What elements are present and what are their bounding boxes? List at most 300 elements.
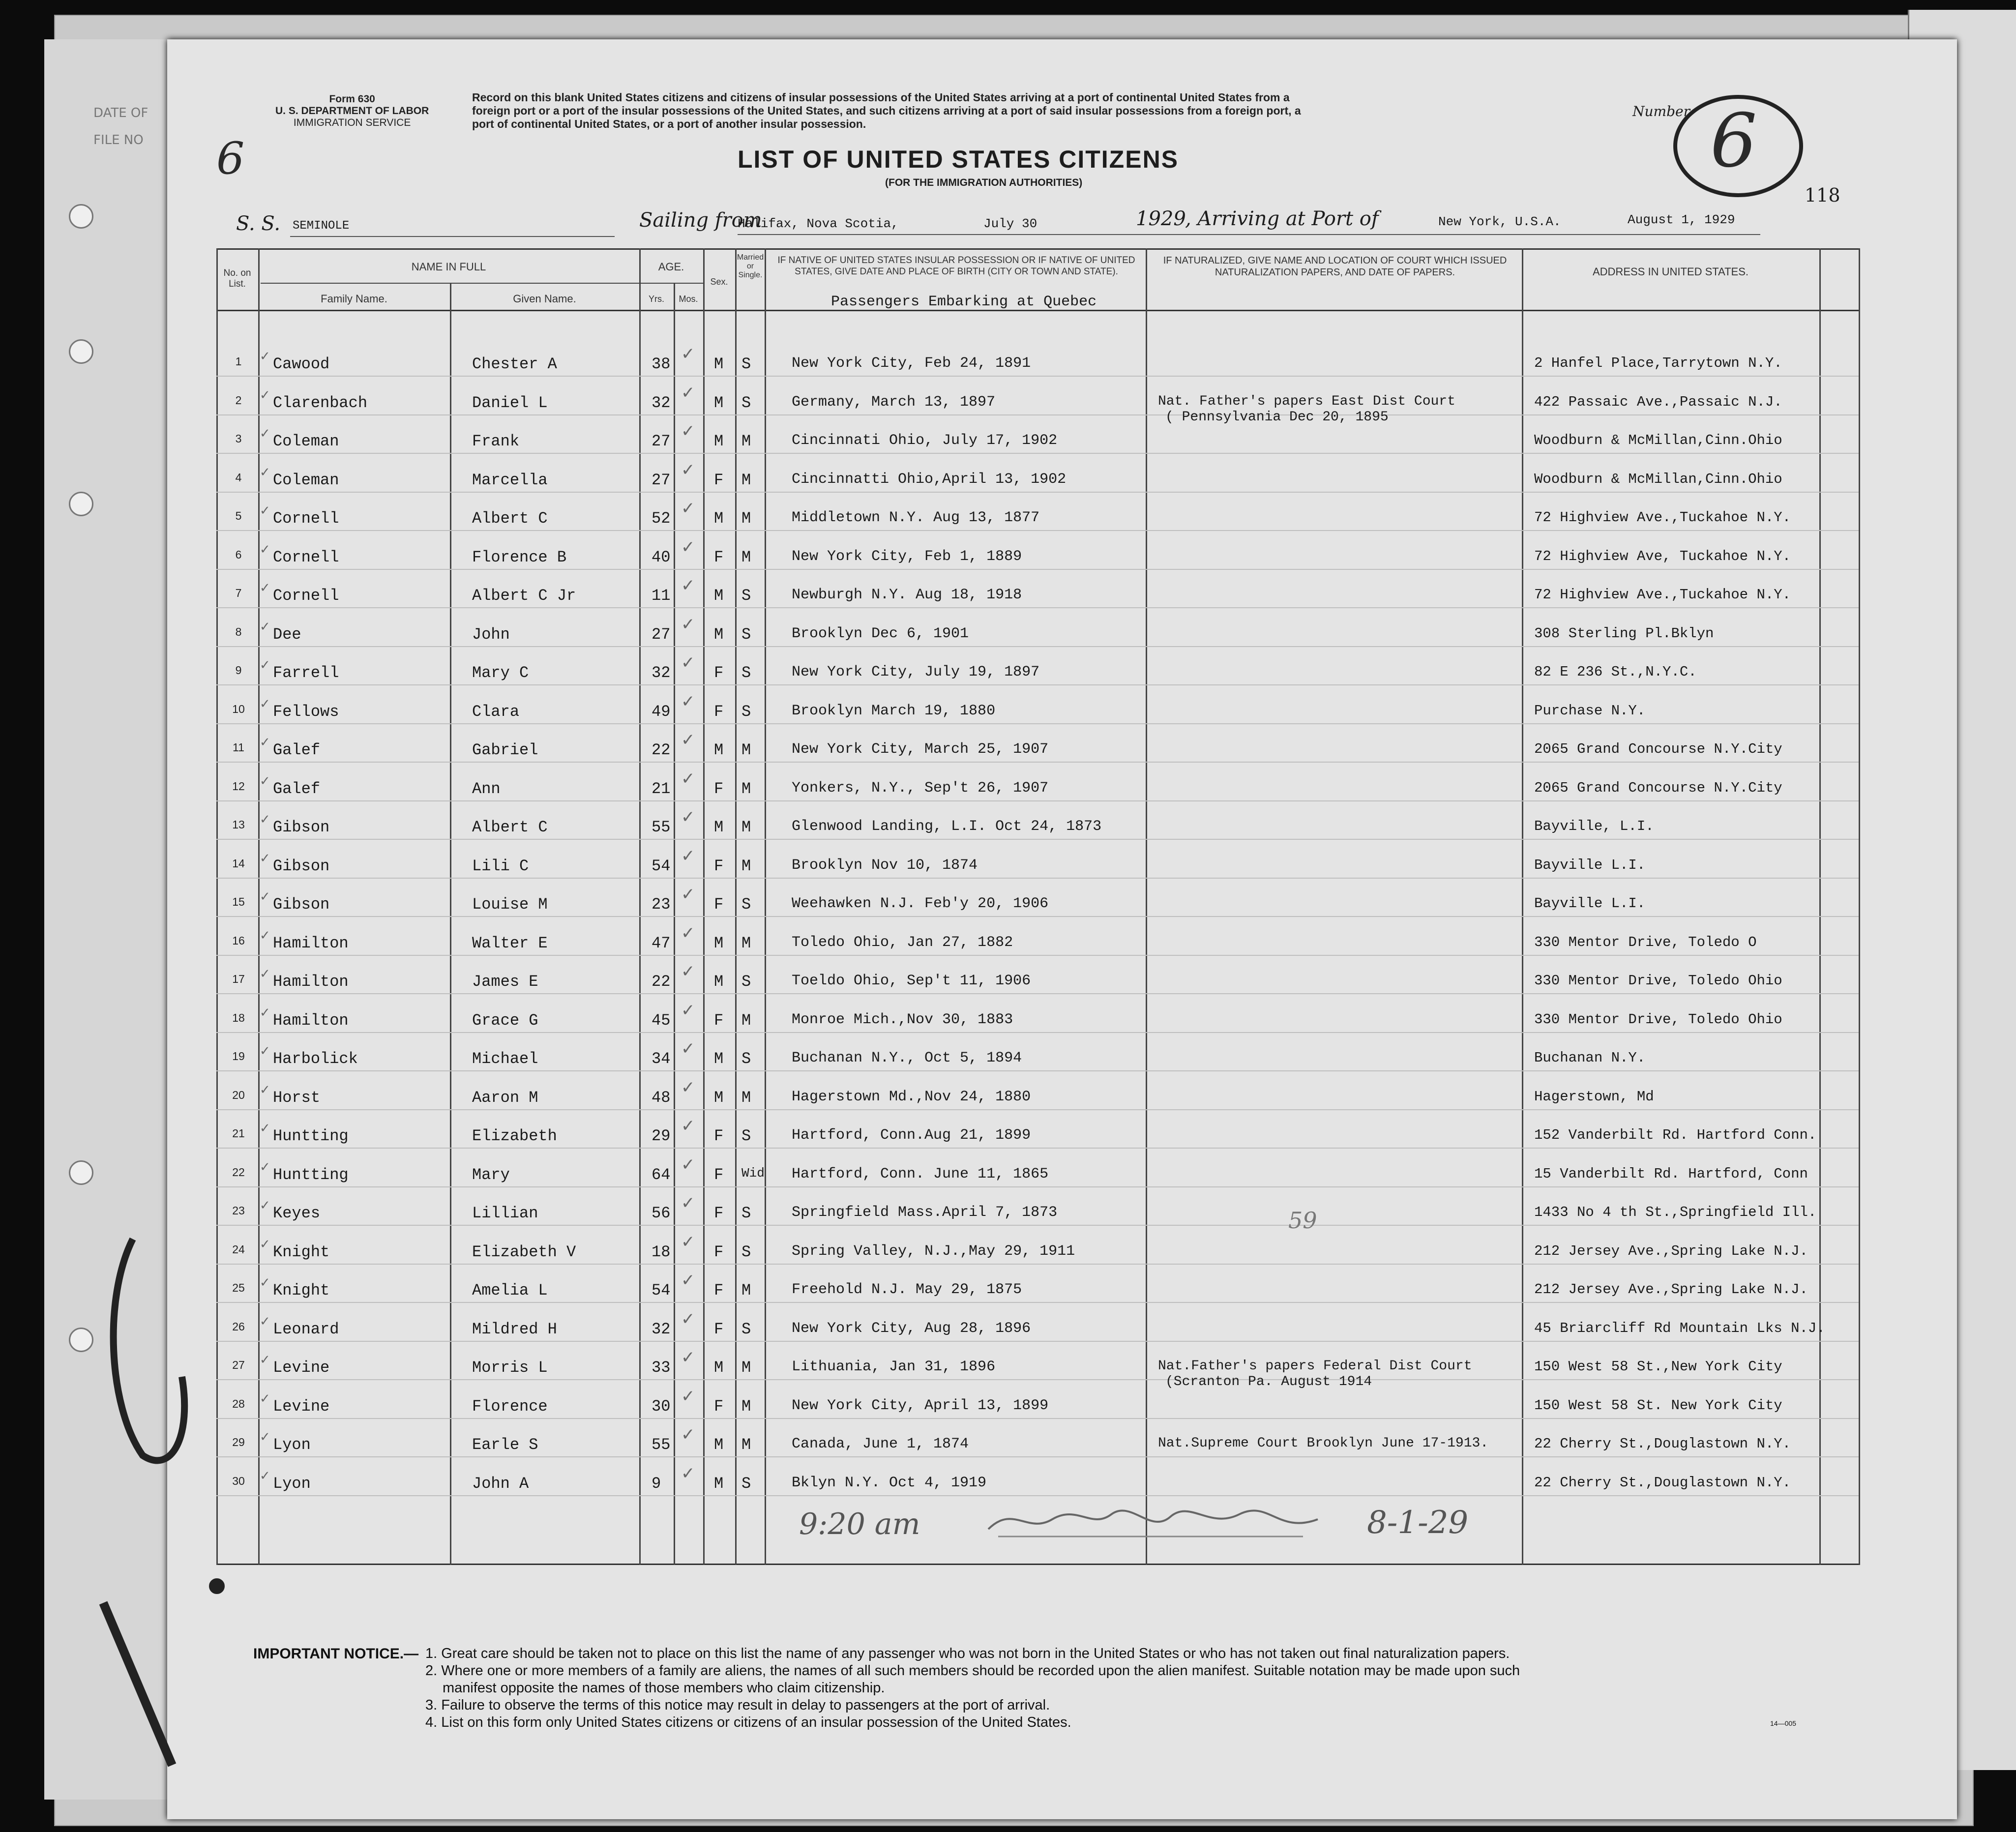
us-address: Bayville, L.I.	[1534, 818, 1654, 834]
age-years: 32	[652, 664, 671, 682]
row-rule	[216, 492, 1859, 493]
birth-place-date: Cincinnatti Ohio,April 13, 1902	[792, 471, 1067, 488]
birth-place-date: New York City, Feb 1, 1889	[792, 548, 1022, 565]
service-name: IMMIGRATION SERVICE	[293, 117, 411, 128]
us-address: 1433 No 4 th St.,Springfield Ill.	[1534, 1204, 1817, 1220]
given-name: Florence	[472, 1397, 548, 1416]
margin-handwriting: 6	[216, 133, 245, 184]
naturalization-info: Nat.Supreme Court Brooklyn June 17-1913.	[1158, 1436, 1489, 1451]
row-number: 28	[232, 1397, 245, 1410]
marital-status: M	[741, 1281, 751, 1300]
row-rule	[216, 453, 1859, 454]
check-mark: ✓	[260, 1430, 270, 1445]
row-number: 19	[232, 1050, 245, 1063]
sex: F	[714, 1011, 724, 1030]
form-number: Form 630	[329, 93, 375, 105]
sex: F	[714, 664, 724, 682]
us-address: 212 Jersey Ave.,Spring Lake N.J.	[1534, 1281, 1808, 1298]
punch-hole	[69, 204, 93, 229]
row-rule	[216, 684, 1859, 685]
given-name: Elizabeth	[472, 1127, 557, 1145]
age-years: 27	[652, 625, 671, 644]
birth-place-date: Springfield Mass.April 7, 1873	[792, 1204, 1058, 1221]
us-address: 152 Vanderbilt Rd. Hartford Conn.	[1534, 1127, 1817, 1143]
family-name: Keyes	[273, 1204, 321, 1222]
family-name: Coleman	[273, 432, 339, 450]
row-number: 22	[232, 1166, 245, 1179]
birth-place-date: Buchanan N.Y., Oct 5, 1894	[792, 1050, 1022, 1066]
given-name: Mildred H	[472, 1320, 557, 1338]
family-name: Farrell	[273, 664, 339, 682]
birth-place-date: Yonkers, N.Y., Sep't 26, 1907	[792, 780, 1049, 797]
family-name: Lyon	[273, 1436, 311, 1454]
row-number: 10	[232, 703, 245, 715]
row-number: 11	[233, 741, 244, 754]
age-years: 33	[652, 1359, 671, 1377]
marital-status: M	[741, 741, 751, 759]
page-number: 118	[1805, 184, 1840, 206]
sex: F	[714, 1281, 724, 1300]
col-rule	[1146, 248, 1147, 1565]
row-rule	[216, 1109, 1859, 1110]
given-name: Clara	[472, 703, 520, 721]
check-mark: ✓	[681, 383, 695, 403]
row-rule	[216, 1379, 1859, 1380]
given-name: John	[472, 625, 510, 644]
sailing-label: Sailing from	[639, 209, 762, 232]
row-rule	[216, 955, 1859, 956]
punch-hole	[209, 1578, 225, 1594]
family-name: Horst	[273, 1089, 321, 1107]
punch-hole	[69, 1160, 93, 1185]
check-mark: ✓	[260, 928, 270, 943]
marital-status: M	[741, 1011, 751, 1030]
col-header-married: Married or Single.	[737, 253, 764, 279]
check-mark: ✓	[681, 807, 695, 827]
ghost-date-label: DATE OF	[93, 106, 148, 120]
notice-item-1: 1. Great care should be taken not to place on this list the name of any passenger who was not born in the United States or who has not taken out final naturalization papers.	[425, 1646, 1510, 1661]
sex: F	[714, 471, 724, 489]
instruction-line: foreign port or a port of the insular possessions of the United States, and such citizens arriving at a port of said insular possessions from a foreign port, a	[472, 104, 1301, 117]
age-years: 18	[652, 1243, 671, 1261]
row-rule	[216, 1186, 1859, 1187]
punch-hole	[69, 339, 93, 364]
col-rule	[1522, 248, 1523, 1565]
check-mark: ✓	[681, 537, 695, 557]
check-mark: ✓	[260, 1469, 270, 1483]
given-name: Gabriel	[472, 741, 538, 759]
marital-status: M	[741, 509, 751, 528]
given-name: Albert C Jr	[472, 587, 576, 605]
departure-date: July 30	[983, 216, 1038, 231]
us-address: 22 Cherry St.,Douglastown N.Y.	[1534, 1436, 1791, 1452]
table-top-rule	[216, 248, 1859, 250]
col-rule	[765, 248, 766, 1565]
family-name: Fellows	[273, 703, 339, 721]
check-mark: ✓	[681, 421, 695, 441]
given-name: Albert C	[472, 509, 548, 528]
birth-place-date: Hartford, Conn. June 11, 1865	[792, 1166, 1049, 1182]
us-address: Buchanan N.Y.	[1534, 1050, 1646, 1066]
row-number: 21	[232, 1127, 245, 1140]
marital-status: M	[741, 780, 751, 798]
check-mark: ✓	[681, 615, 695, 634]
given-name: Lili C	[472, 857, 529, 875]
age-subdivider	[639, 283, 703, 284]
row-number: 1	[235, 355, 242, 368]
birth-place-date: New York City, July 19, 1897	[792, 664, 1040, 680]
marital-status: M	[741, 857, 751, 875]
row-rule	[216, 1032, 1859, 1033]
age-years: 38	[652, 355, 671, 373]
birth-place-date: New York City, March 25, 1907	[792, 741, 1049, 758]
check-mark: ✓	[681, 769, 695, 789]
check-mark: ✓	[260, 658, 270, 673]
check-mark: ✓	[260, 774, 270, 789]
family-name: Galef	[273, 741, 321, 759]
family-name: Gibson	[273, 895, 330, 914]
us-address: 150 West 58 St. New York City	[1534, 1397, 1782, 1414]
age-years: 22	[652, 973, 671, 991]
check-mark: ✓	[681, 1232, 695, 1252]
col-rule	[639, 248, 641, 1565]
given-name: Aaron M	[472, 1089, 538, 1107]
family-name: Lyon	[273, 1475, 311, 1493]
marital-status: S	[741, 973, 751, 991]
given-name: Albert C	[472, 818, 548, 836]
col-header-no: No. on List.	[223, 268, 251, 289]
given-name: Daniel L	[472, 394, 548, 412]
sex: F	[714, 895, 724, 914]
age-years: 64	[652, 1166, 671, 1184]
row-number: 7	[235, 587, 242, 599]
sex: M	[714, 1050, 724, 1068]
family-name: Knight	[273, 1281, 330, 1300]
check-mark: ✓	[260, 426, 270, 441]
row-rule	[216, 1341, 1859, 1342]
row-number: 30	[232, 1475, 245, 1487]
row-number: 17	[232, 973, 245, 985]
form-issuer	[275, 93, 429, 129]
family-name: Gibson	[273, 818, 330, 836]
age-years: 27	[652, 471, 671, 489]
birth-place-date: Spring Valley, N.J.,May 29, 1911	[792, 1243, 1075, 1260]
col-header-age: AGE.	[658, 261, 684, 273]
marital-status: S	[741, 1320, 751, 1338]
instructions	[472, 91, 1301, 131]
us-address: 2065 Grand Concourse N.Y.City	[1534, 780, 1782, 796]
sex: M	[714, 1436, 724, 1454]
us-address: 330 Mentor Drive, Toledo Ohio	[1534, 1011, 1782, 1028]
row-rule	[216, 414, 1859, 415]
given-name: Marcella	[472, 471, 548, 489]
given-name: Amelia L	[472, 1281, 548, 1300]
check-mark: ✓	[681, 885, 695, 904]
check-mark: ✓	[260, 967, 270, 981]
check-mark: ✓	[260, 581, 270, 595]
us-address: 22 Cherry St.,Douglastown N.Y.	[1534, 1475, 1791, 1491]
instruction-line: port of continental United States, or a port of another insular possession.	[472, 118, 866, 130]
check-mark: ✓	[681, 576, 695, 595]
us-address: Hagerstown, Md	[1534, 1089, 1654, 1105]
notice-label: IMPORTANT NOTICE.—	[253, 1646, 419, 1662]
ship-label: S. S.	[236, 212, 281, 235]
check-mark: ✓	[681, 692, 695, 711]
sex: M	[714, 818, 724, 836]
row-number: 20	[232, 1089, 245, 1101]
check-mark: ✓	[681, 1425, 695, 1445]
row-number: 25	[232, 1281, 245, 1294]
birth-place-date: Bklyn N.Y. Oct 4, 1919	[792, 1475, 987, 1491]
check-mark: ✓	[681, 962, 695, 981]
us-address: 72 Highview Ave.,Tuckahoe N.Y.	[1534, 587, 1791, 603]
check-mark: ✓	[681, 1193, 695, 1213]
page-subtitle: (FOR THE IMMIGRATION AUTHORITIES)	[885, 177, 1083, 188]
check-mark: ✓	[260, 1198, 270, 1213]
age-years: 55	[652, 1436, 671, 1454]
given-name: John A	[472, 1475, 529, 1493]
marital-status: S	[741, 664, 751, 682]
check-mark: ✓	[260, 503, 270, 518]
birth-place-date: Brooklyn Nov 10, 1874	[792, 857, 978, 874]
check-mark: ✓	[260, 542, 270, 557]
marital-status: Wid	[741, 1166, 765, 1181]
us-address: Woodburn & McMillan,Cinn.Ohio	[1534, 471, 1782, 487]
marital-status: S	[741, 1127, 751, 1145]
sex: M	[714, 741, 724, 759]
family-name: Gibson	[273, 857, 330, 875]
family-name: Hamilton	[273, 1011, 349, 1030]
notice-item-2: 2. Where one or more members of a family are aliens, the names of all such members should be recorded upon the alien manifest. Suitable notation may be made upon such	[425, 1663, 1520, 1679]
family-name: Huntting	[273, 1127, 349, 1145]
check-mark: ✓	[260, 349, 270, 364]
check-mark: ✓	[681, 1001, 695, 1020]
sex: M	[714, 355, 724, 373]
birth-place-date: Weehawken N.J. Feb'y 20, 1906	[792, 895, 1049, 912]
birth-place-date: Brooklyn Dec 6, 1901	[792, 625, 969, 642]
age-years: 52	[652, 509, 671, 528]
sex: M	[714, 509, 724, 528]
check-mark: ✓	[681, 923, 695, 943]
check-mark: ✓	[681, 1155, 695, 1175]
age-years: 56	[652, 1204, 671, 1222]
punch-hole	[69, 492, 93, 516]
sex: F	[714, 857, 724, 875]
row-rule	[216, 1225, 1859, 1226]
handwritten-signature	[983, 1500, 1328, 1544]
sex: F	[714, 1127, 724, 1145]
sex: M	[714, 1089, 724, 1107]
check-mark: ✓	[260, 1044, 270, 1059]
col-rule	[1819, 248, 1821, 1565]
ship-name: SEMINOLE	[293, 219, 350, 233]
sex: M	[714, 625, 724, 644]
birth-place-date: Monroe Mich.,Nov 30, 1883	[792, 1011, 1013, 1028]
row-number: 27	[232, 1359, 245, 1371]
us-address: 150 West 58 St.,New York City	[1534, 1359, 1782, 1375]
row-number: 8	[235, 625, 242, 638]
given-name: Mary	[472, 1166, 510, 1184]
col-rule	[216, 248, 218, 1565]
col-rule	[258, 248, 260, 1565]
family-name: Hamilton	[273, 934, 349, 952]
age-years: 48	[652, 1089, 671, 1107]
check-mark: ✓	[260, 1391, 270, 1406]
birth-place-date: Lithuania, Jan 31, 1896	[792, 1359, 996, 1375]
family-name: Clarenbach	[273, 394, 368, 412]
us-address: 72 Highview Ave, Tuckahoe N.Y.	[1534, 548, 1791, 564]
given-name: Morris L	[472, 1359, 548, 1377]
age-years: 32	[652, 394, 671, 412]
check-mark: ✓	[260, 1083, 270, 1097]
family-name: Harbolick	[273, 1050, 358, 1068]
age-years: 34	[652, 1050, 671, 1068]
row-rule	[216, 607, 1859, 608]
check-mark: ✓	[260, 1275, 270, 1290]
check-mark: ✓	[681, 1464, 695, 1483]
birth-place-date: New York City, April 13, 1899	[792, 1397, 1049, 1414]
row-rule	[216, 530, 1859, 531]
age-years: 54	[652, 857, 671, 875]
us-address: 45 Briarcliff Rd Mountain Lks N.J.	[1534, 1320, 1825, 1336]
row-rule	[216, 1302, 1859, 1303]
col-header-mos: Mos.	[679, 294, 698, 304]
sex: F	[714, 1397, 724, 1416]
age-years: 30	[652, 1397, 671, 1416]
table-bottom-rule	[216, 1564, 1859, 1565]
arrival-port: New York, U.S.A.	[1438, 214, 1561, 229]
row-number: 26	[232, 1320, 245, 1333]
row-number: 6	[235, 548, 242, 561]
list-number: 6	[1710, 98, 1757, 184]
col-header-yrs: Yrs.	[648, 294, 664, 304]
marital-status: M	[741, 1089, 751, 1107]
row-number: 14	[232, 857, 245, 870]
check-mark: ✓	[260, 1121, 270, 1136]
arrival-date: August 1, 1929	[1628, 212, 1735, 227]
marital-status: M	[741, 1436, 751, 1454]
row-number: 13	[232, 818, 245, 831]
col-header-birth: IF NATIVE OF UNITED STATES INSULAR POSSESSION OR IF NATIVE OF UNITED STATES, GIVE DATE AND PLACE OF BIRTH (CITY OR TOWN AND STATE).	[777, 255, 1135, 277]
row-rule	[216, 839, 1859, 840]
row-rule	[216, 1148, 1859, 1149]
naturalization-info-cont: ( Pennsylvania Dec 20, 1895	[1165, 410, 1389, 425]
sex: M	[714, 934, 724, 952]
departure-port: Halifax, Nova Scotia,	[738, 216, 899, 231]
check-mark: ✓	[681, 1348, 695, 1367]
check-mark: ✓	[681, 460, 695, 480]
check-mark: ✓	[260, 1160, 270, 1175]
marital-status: S	[741, 1204, 751, 1222]
row-number: 3	[235, 432, 242, 445]
sex: F	[714, 1243, 724, 1261]
col-rule	[674, 283, 675, 1565]
col-header-naturalized: IF NATURALIZED, GIVE NAME AND LOCATION OF COURT WHICH ISSUED NATURALIZATION PAPERS, AND DATE OF PAPERS.	[1163, 255, 1507, 278]
check-mark: ✓	[681, 344, 695, 364]
age-years: 11	[652, 587, 671, 605]
row-rule	[216, 569, 1859, 570]
check-mark: ✓	[260, 851, 270, 866]
check-mark: ✓	[681, 1387, 695, 1406]
age-years: 9	[652, 1475, 661, 1493]
row-rule	[216, 646, 1859, 647]
sex: F	[714, 780, 724, 798]
family-name: Levine	[273, 1397, 330, 1416]
number-label: Number	[1632, 103, 1690, 119]
check-mark: ✓	[681, 730, 695, 750]
row-rule	[216, 1495, 1859, 1496]
birth-place-date: Cincinnati Ohio, July 17, 1902	[792, 432, 1058, 449]
check-mark: ✓	[681, 1116, 695, 1136]
marital-status: M	[741, 432, 751, 450]
department-name: U. S. DEPARTMENT OF LABOR	[275, 105, 429, 117]
age-years: 54	[652, 1281, 671, 1300]
family-name: Galef	[273, 780, 321, 798]
given-name: Florence B	[472, 548, 567, 566]
marital-status: M	[741, 1359, 751, 1377]
ship-underline	[290, 236, 615, 237]
age-years: 47	[652, 934, 671, 952]
row-number: 16	[232, 934, 245, 947]
us-address: Bayville L.I.	[1534, 857, 1646, 873]
row-number: 24	[232, 1243, 245, 1256]
col-header-name: NAME IN FULL	[411, 261, 486, 273]
check-mark: ✓	[260, 735, 270, 750]
given-name: James E	[472, 973, 538, 991]
check-mark: ✓	[681, 1078, 695, 1097]
row-rule	[216, 1456, 1859, 1457]
sex: M	[714, 587, 724, 605]
birth-place-date: Brooklyn March 19, 1880	[792, 703, 996, 719]
marital-status: S	[741, 1243, 751, 1261]
sex: M	[714, 973, 724, 991]
family-name: Hamilton	[273, 973, 349, 991]
marital-status: S	[741, 394, 751, 412]
naturalization-info: Nat.Father's papers Federal Dist Court	[1158, 1359, 1472, 1374]
voyage-underline	[738, 234, 1760, 235]
handwritten-time: 9:20 am	[799, 1507, 920, 1541]
marital-status: M	[741, 818, 751, 836]
check-mark: ✓	[260, 1314, 270, 1329]
birth-column-note: Passengers Embarking at Quebec	[831, 294, 1097, 310]
given-name: Ann	[472, 780, 501, 798]
row-number: 9	[235, 664, 242, 677]
notice-item-2-cont: manifest opposite the names of those members who claim citizenship.	[443, 1680, 885, 1696]
birth-place-date: Newburgh N.Y. Aug 18, 1918	[792, 587, 1022, 603]
age-years: 21	[652, 780, 671, 798]
col-header-address: ADDRESS IN UNITED STATES.	[1592, 266, 1749, 278]
row-rule	[216, 376, 1859, 377]
row-rule	[216, 1070, 1859, 1071]
marital-status: S	[741, 703, 751, 721]
us-address: 422 Passaic Ave.,Passaic N.J.	[1534, 394, 1782, 410]
row-number: 12	[232, 780, 245, 793]
marital-status: M	[741, 1397, 751, 1416]
us-address: 2 Hanfel Place,Tarrytown N.Y.	[1534, 355, 1782, 371]
us-address: 2065 Grand Concourse N.Y.City	[1534, 741, 1782, 757]
family-name: Cornell	[273, 587, 339, 605]
handwritten-date: 8-1-29	[1367, 1505, 1469, 1541]
row-rule	[216, 1418, 1859, 1419]
col-rule	[703, 248, 705, 1565]
birth-place-date: Hartford, Conn.Aug 21, 1899	[792, 1127, 1031, 1144]
us-address: 212 Jersey Ave.,Spring Lake N.J.	[1534, 1243, 1808, 1259]
birth-place-date: Canada, June 1, 1874	[792, 1436, 969, 1452]
us-address: 82 E 236 St.,N.Y.C.	[1534, 664, 1697, 680]
check-mark: ✓	[260, 1353, 270, 1367]
row-number: 5	[235, 509, 242, 522]
ghost-file-label: FILE NO	[93, 133, 144, 148]
